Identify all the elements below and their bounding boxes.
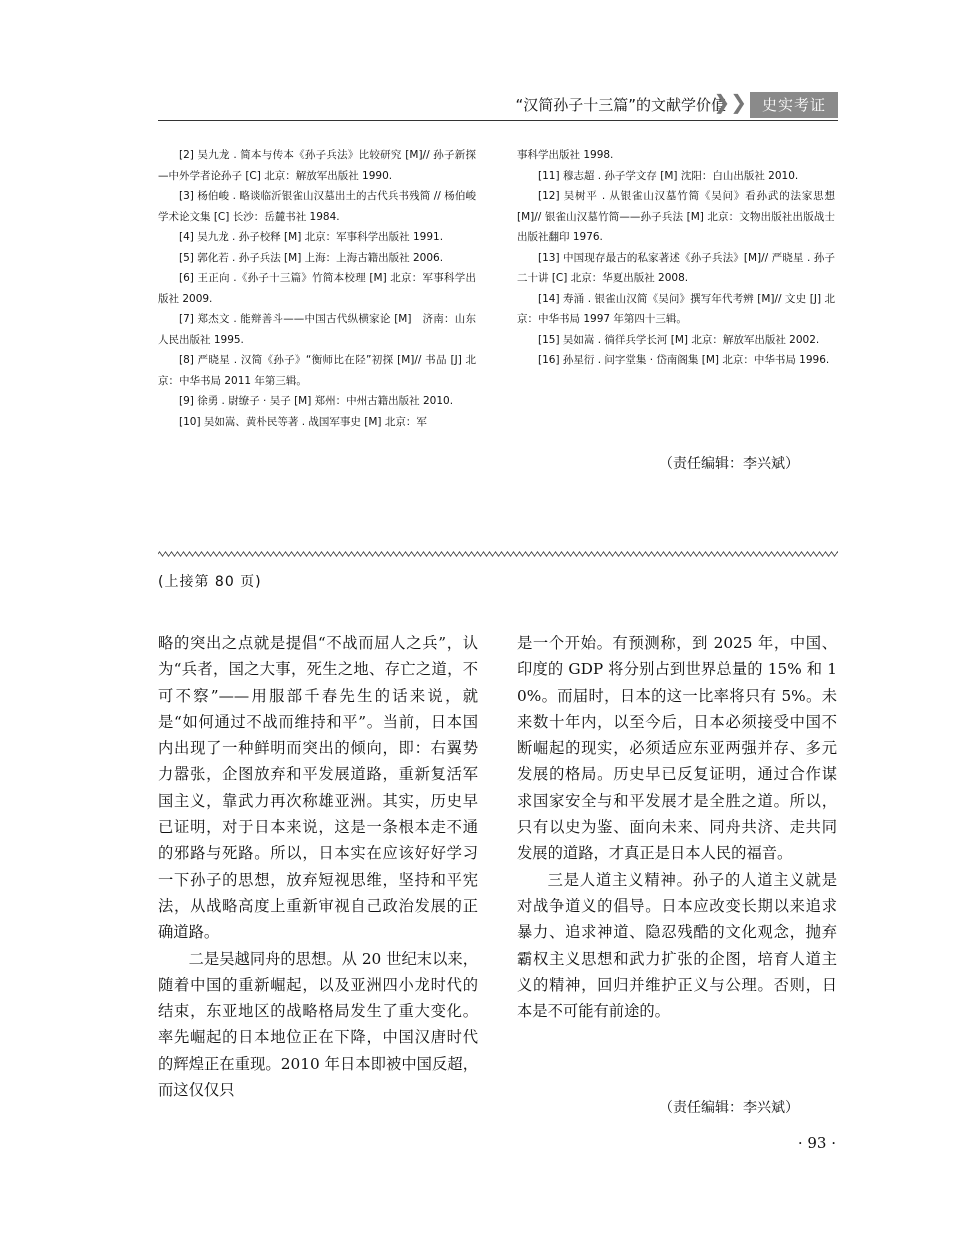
references-right-column	[517, 145, 835, 371]
reference-entry: 事科学出版社 1998.	[517, 149, 614, 161]
reference-entry: [11] 穆志超 . 孙子学文存 [M] 沈阳：白山出版社 2010.	[538, 169, 799, 182]
reference-entry: [7] 郑杰文 . 能辩善斗——中国古代纵横家论 [M] 济南：山东人民出版社 1995.	[158, 313, 476, 346]
reference-entry: [8] 严晓星 . 汉简《孙子》“衡师比在陉”初探 [M]// 书品 [J] 北京：中华书局 2011 年第三辑。	[158, 354, 476, 387]
chevron-right-icon: ❯❯	[713, 90, 747, 114]
reference-entry: [16] 孙星衍 . 问字堂集 · 岱南阁集 [M] 北京：中华书局 1996.	[538, 354, 830, 366]
body-paragraph: 略的突出之点就是提倡“不战而屈人之兵”，认为“兵者，国之大事，死生之地、存亡之道，不可不察”——用服部千春先生的话来说，就是“如何通过不战而维持和平”。当前，日本国内出现了一种鲜明而突出的倾向，即：右翼势力嚣张，企图放弃和平发展道路，重新复活军国主义，靠武力再次称雄亚洲。其实，历史早已证明，对于日本来说，这是一条根本走不通的邪路与死路。所以，日本实在应该好好学习一下孙子的思想，放弃短视思维，坚持和平宪法，从战略高度上重新审视自己政治发展的正确道路。	[158, 634, 478, 942]
header-divider	[158, 120, 838, 121]
reference-entry: [15] 吴如嵩 . 徜徉兵学长河 [M] 北京：解放军出版社 2002.	[538, 333, 820, 346]
reference-entry: [13] 中国现存最古的私家著述《孙子兵法》[M]// 严晓星 . 孙子二十讲 [C] 北京：华夏出版社 2008.	[517, 251, 835, 284]
body-paragraph: 二是吴越同舟的思想。从 20 世纪末以来，随着中国的重新崛起，以及亚洲四小龙时代的结束，东亚地区的战略格局发生了重大变化。率先崛起的日本地位正在下降，中国汉唐时代的辉煌正在重现。2010 年日本即被中国反超，而这仅仅只	[158, 949, 478, 1100]
reference-entry: [14] 寿涌 . 银雀山汉简《吴问》撰写年代考辨 [M]// 文史 [J] 北京：中华书局 1997 年第四十三辑。	[517, 292, 835, 325]
reference-entry: [12] 吴树平 . 从银雀山汉墓竹简《吴问》看孙武的法家思想 [M]// 银雀山汉墓竹简——孙子兵法 [M] 北京：文物出版社出版战士出版社翻印 1976.	[517, 190, 835, 243]
editor-credit-top: （责任编辑：李兴斌）	[659, 456, 799, 472]
references-left-column	[158, 145, 476, 432]
reference-entry: [4] 吴九龙 . 孙子校释 [M] 北京：军事科学出版社 1991.	[179, 231, 444, 243]
body-paragraph: 是一个开始。有预测称，到 2025 年，中国、印度的 GDP 将分别占到世界总量的 15% 和 10%。而届时，日本的这一比率将只有 5%。未来数十年内，以至今后，日本必须接受中国不断崛起的现实，必须适应东亚两强并存、多元发展的格局。历史早已反复证明，通过合作谋求国家安全与和平发展才是全胜之道。所以，只有以史为鉴、面向未来、同舟共济、走共同发展的道路，才真正是日本人民的福音。	[517, 634, 837, 863]
body-right-column	[517, 630, 837, 1024]
continued-from-label: (上接第 80 页)	[158, 574, 262, 590]
reference-entry: [3] 杨伯峻 . 略谈临沂银雀山汉墓出土的古代兵书残简 // 杨伯峻学术论文集 [C] 长沙：岳麓书社 1984.	[158, 190, 476, 223]
running-header-title: “汉简孙子十三篇”的文献学价值	[515, 96, 726, 114]
running-header	[158, 92, 838, 118]
page-number: · 93 ·	[797, 1134, 836, 1152]
wavy-divider	[158, 551, 838, 557]
reference-entry: [2] 吴九龙 . 简本与传本《孙子兵法》比较研究 [M]// 孙子新探—中外学者论孙子 [C] 北京：解放军出版社 1990.	[158, 149, 476, 182]
reference-entry: [9] 徐勇 . 尉缭子 · 吴子 [M] 郑州：中州古籍出版社 2010.	[179, 395, 454, 407]
reference-entry: [5] 郭化若 . 孙子兵法 [M] 上海：上海古籍出版社 2006.	[179, 251, 444, 264]
section-badge: 史实考证	[750, 92, 838, 118]
editor-credit-bottom: （责任编辑：李兴斌）	[659, 1100, 799, 1116]
body-left-column	[158, 630, 478, 1103]
body-paragraph: 三是人道主义精神。孙子的人道主义就是对战争道义的倡导。日本应改变长期以来追求暴力、追求神道、隐忍残酷的文化观念，抛弃霸权主义思想和武力扩张的企图，培育人道主义的精神，回归并维护正义与公理。否则，日本是不可能有前途的。	[517, 870, 837, 1021]
reference-entry: [6] 王正向 .《孙子十三篇》竹简本校理 [M] 北京：军事科学出版社 2009.	[158, 272, 476, 305]
reference-entry: [10] 吴如嵩、黄朴民等著 . 战国军事史 [M] 北京：军	[179, 415, 427, 428]
